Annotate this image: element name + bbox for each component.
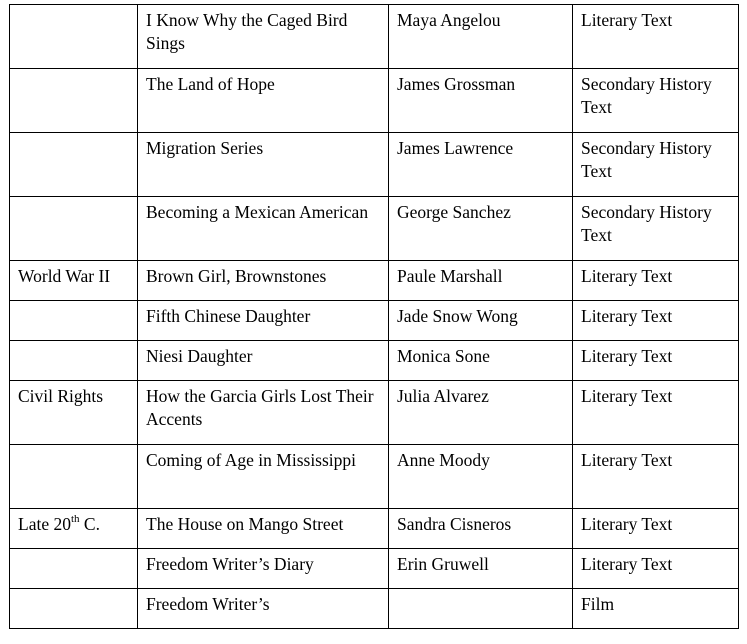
title-cell: Migration Series: [138, 133, 389, 197]
table-row: [10, 69, 739, 133]
era-cell: [10, 301, 138, 341]
author-cell: Julia Alvarez: [389, 381, 573, 445]
type-cell: Secondary History Text: [573, 197, 739, 261]
type-cell: Secondary History Text: [573, 69, 739, 133]
era-cell: World War II: [10, 261, 138, 301]
type-cell: Literary Text: [573, 5, 739, 69]
table-row: [10, 133, 739, 197]
table-row: [10, 509, 739, 549]
type-cell: Literary Text: [573, 509, 739, 549]
title-cell: The House on Mango Street: [138, 509, 389, 549]
title-cell: Becoming a Mexican American: [138, 197, 389, 261]
table-row: [10, 341, 739, 381]
era-cell: [10, 509, 138, 549]
title-cell: Niesi Daughter: [138, 341, 389, 381]
title-cell: Freedom Writer’s: [138, 589, 389, 629]
title-cell: Brown Girl, Brownstones: [138, 261, 389, 301]
type-cell: Literary Text: [573, 381, 739, 445]
era-cell: Civil Rights: [10, 381, 138, 445]
author-cell: George Sanchez: [389, 197, 573, 261]
type-cell: Literary Text: [573, 341, 739, 381]
era-cell: [10, 445, 138, 509]
type-cell: Film: [573, 589, 739, 629]
type-cell: Literary Text: [573, 301, 739, 341]
era-superscript: th: [70, 513, 80, 526]
author-cell: [389, 589, 573, 629]
era-suffix: C.: [79, 514, 100, 534]
table-row: [10, 381, 739, 445]
title-cell: How the Garcia Girls Lost Their Accents: [138, 381, 389, 445]
era-cell: [10, 69, 138, 133]
era-cell: [10, 197, 138, 261]
author-cell: Anne Moody: [389, 445, 573, 509]
era-cell: [10, 5, 138, 69]
table-row: [10, 261, 739, 301]
type-cell: Literary Text: [573, 445, 739, 509]
author-cell: Monica Sone: [389, 341, 573, 381]
title-cell: Fifth Chinese Daughter: [138, 301, 389, 341]
author-cell: Maya Angelou: [389, 5, 573, 69]
table-row: [10, 197, 739, 261]
type-cell: Literary Text: [573, 261, 739, 301]
title-cell: Freedom Writer’s Diary: [138, 549, 389, 589]
author-cell: Jade Snow Wong: [389, 301, 573, 341]
title-cell: I Know Why the Caged Bird Sings: [138, 5, 389, 69]
era-cell: [10, 133, 138, 197]
author-cell: James Lawrence: [389, 133, 573, 197]
type-cell: Literary Text: [573, 549, 739, 589]
era-cell: [10, 589, 138, 629]
author-cell: Paule Marshall: [389, 261, 573, 301]
author-cell: James Grossman: [389, 69, 573, 133]
era-cell: [10, 549, 138, 589]
era-text: Late 20: [18, 514, 71, 534]
type-cell: Secondary History Text: [573, 133, 739, 197]
reading-list-table: [9, 4, 739, 629]
author-cell: Sandra Cisneros: [389, 509, 573, 549]
era-cell: [10, 341, 138, 381]
table-row: [10, 301, 739, 341]
author-cell: Erin Gruwell: [389, 549, 573, 589]
table-row: [10, 5, 739, 69]
table-row: [10, 589, 739, 629]
table-row: [10, 549, 739, 589]
title-cell: The Land of Hope: [138, 69, 389, 133]
table-row: [10, 445, 739, 509]
title-cell: Coming of Age in Mississippi: [138, 445, 389, 509]
